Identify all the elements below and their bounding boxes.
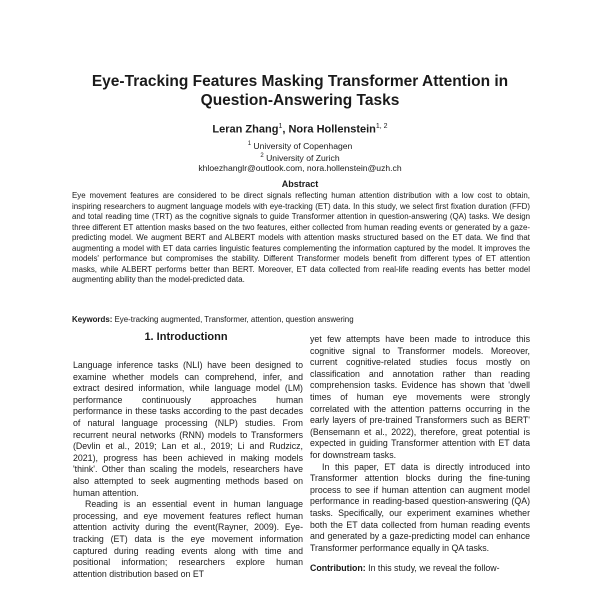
paragraph: Reading is an essential event in human language processing, and eye movement features reflect human attention activity during the event(Rayner, 2009). Eye-tracking (ET) data is the eye movement information captured during reading events along with time and positional information; researchers explore human attention distribution based on ET — [73, 499, 303, 579]
keywords-line — [72, 315, 530, 324]
author-emails: khloezhanglr@outlook.com, nora.hollenstein@uzh.ch — [198, 163, 402, 173]
contribution-label: Contribution: — [310, 563, 366, 574]
title-line-1: Eye-Tracking Features Masking Transformer Attention in — [91, 73, 509, 90]
paragraph: Language inference tasks (NLI) have been designed to examine whether models can comprehend, infer, and extract desired information, while language model (LM) performance continuously approaches human performance in these tasks according to the past decades of natural language processing (NLP) studies. From recurrent neural networks (RNN) models to Transformers (Devlin et al., 2019; Lan et al., 2019; Li and Rudzicz, 2021), progress has been achieved in making models 'think'. Other than scaling the models, researchers have also attempted to seek augmenting methods based on human attention. — [73, 360, 303, 498]
contribution-text: In this study, we reveal the follow- — [365, 563, 500, 574]
author-list — [60, 123, 540, 136]
keywords-label: Keywords: — [72, 315, 113, 324]
affiliation-1 — [60, 139, 540, 152]
author-separator: , — [282, 123, 289, 136]
author-name: Leran Zhang — [212, 123, 279, 136]
author-affiliation-marker: 1 — [278, 123, 283, 130]
affiliation-marker: 2 — [260, 153, 264, 159]
abstract-text: Eye movement features are considered to be direct signals reflecting human attention distribution with a low cost to obtain, inspiring researchers to augment language models with eye-tracking (ET) data. In this study, we select first fixation duration (FFD) and total reading time (TRT) as the cognitive signals to guide Transformer attention in question-answering (QA) tasks. We design three different ET attention masks based on the two features, either collected from human reading events or generated by a gaze-predicting model. We augment BERT and ALBERT models with attention masks structured based on the ET data. We find that augmenting a model with ET data carries linguistic features complementing the information captured by the model. It improves the models' performance but compromises the stability. Different Transformer models benefit from different types of ET attention masks, while ALBERT performs better than BERT. Moreover, ET data collected from real-life reading events has better model augmenting ability than the model-predicted data. — [72, 191, 530, 284]
title-line-2: Question-Answering Tasks — [200, 92, 400, 109]
affiliation-name: University of Copenhagen — [253, 140, 353, 151]
affiliation-name: University of Zurich — [266, 152, 340, 163]
author-name: Nora Hollenstein — [288, 123, 376, 136]
paragraph: In this paper, ET data is directly introduced into Transformer attention blocks during the fine-tuning process to see if human attention can augment model performance in reading-based question-answering (QA) tasks. Specifically, our experiment examines whether both the ET data collected from human reading events and generated by a gaze-predicting model can enhance Transformer performance equally in QA tasks. — [310, 461, 530, 553]
author-affiliation-marker: 1, 2 — [375, 123, 388, 130]
abstract-heading: Abstract — [281, 179, 319, 189]
paper-title — [60, 72, 540, 110]
paragraph: yet few attempts have been made to introduce this cognitive signal to Transformer models. Moreover, current cognitive-related studies focus mostly on classification and annotation rather than reading comprehension tasks. Evidence has shown that 'dwell times of human eye movements were strongly correlated with the attention patterns occurring in the early layers of pre-trained Transformers such as BERT' (Bensemann et al., 2022), therefore, great potential is expected in guiding Transformer attention with ET data for downstream tasks. — [310, 334, 530, 460]
left-column — [73, 360, 303, 580]
keywords-text: Eye-tracking augmented, Transformer, attention, question answering — [112, 315, 354, 324]
section-heading-introduction: 1. Introductionn — [144, 331, 228, 343]
right-column — [310, 334, 530, 575]
affiliation-marker: 1 — [247, 141, 252, 147]
contribution-paragraph — [310, 563, 530, 575]
affiliation-2 — [60, 151, 540, 164]
